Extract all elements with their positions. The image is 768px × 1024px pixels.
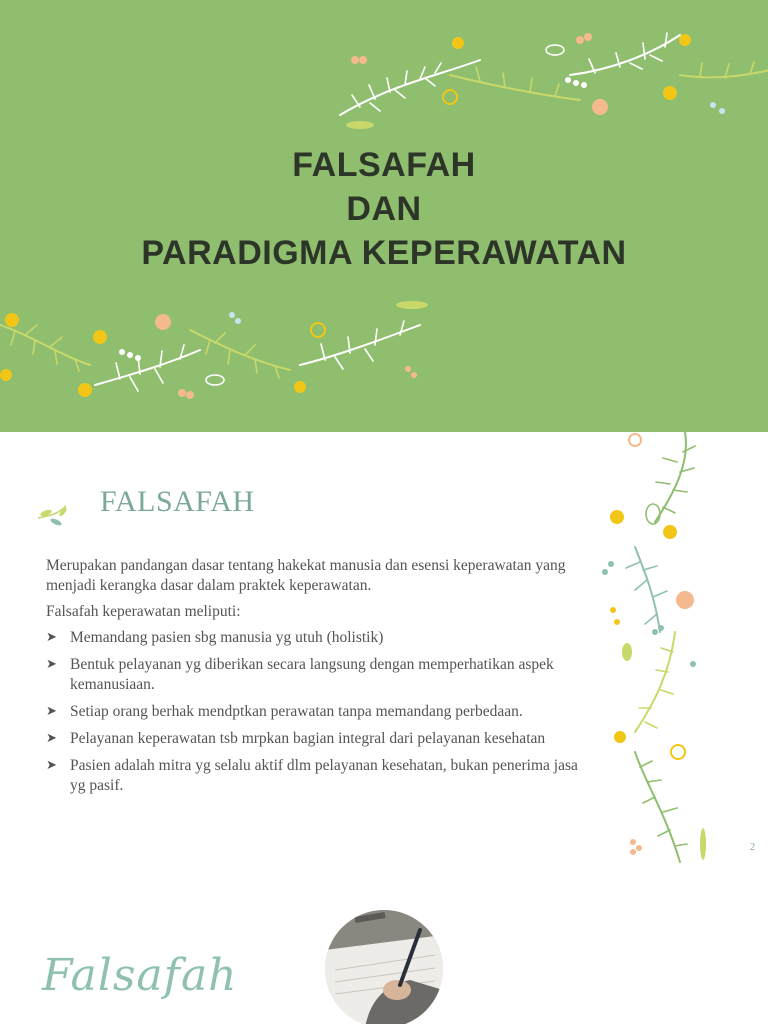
title-slide bbox=[0, 0, 768, 432]
section-heading: FALSAFAH bbox=[100, 485, 255, 518]
bullet-arrow-icon: ➤ bbox=[46, 657, 57, 672]
content-slide bbox=[0, 432, 768, 866]
floral-garland-bottom bbox=[0, 295, 440, 420]
list-item: ➤ Pelayanan keperawatan tsb mrpkan bagian integral dari pelayanan kesehatan bbox=[46, 730, 546, 747]
bullet-arrow-icon: ➤ bbox=[46, 731, 57, 746]
bullet-list bbox=[46, 628, 596, 796]
title-line-2: DAN bbox=[346, 190, 422, 228]
page-number: 2 bbox=[750, 842, 755, 853]
title-line-3: PARADIGMA KEPERAWATAN bbox=[141, 234, 627, 272]
title-line-1: FALSAFAH bbox=[292, 146, 476, 184]
body-text bbox=[46, 556, 596, 803]
floral-garland-top bbox=[330, 15, 768, 135]
script-title: Falsafah bbox=[42, 950, 238, 1001]
bullet-arrow-icon: ➤ bbox=[46, 758, 57, 773]
list-item: ➤ Setiap orang berhak mendptkan perawatan tanpa memandang perbedaan. bbox=[46, 703, 523, 720]
section-slide bbox=[0, 866, 768, 1024]
list-item: ➤ Pasien adalah mitra yg selalu aktif dlm pelayanan kesehatan, bukan penerima jasa yg pasif. bbox=[46, 757, 578, 794]
list-item: ➤ Memandang pasien sbg manusia yg utuh (holistik) bbox=[46, 629, 384, 646]
floral-vine-right bbox=[595, 432, 725, 866]
slide-title bbox=[0, 143, 768, 275]
intro-paragraph: Merupakan pandangan dasar tentang hakekat manusia dan esensi keperawatan yang menjadi kerangka dasar dalam praktek keperawatan. bbox=[46, 557, 566, 594]
sprig-icon bbox=[36, 502, 70, 530]
bullet-arrow-icon: ➤ bbox=[46, 630, 57, 645]
list-item: ➤ Bentuk pelayanan yg diberikan secara langsung dengan memperhatikan aspek kemanusiaan. bbox=[46, 656, 554, 693]
bullet-arrow-icon: ➤ bbox=[46, 704, 57, 719]
writing-hand-photo bbox=[325, 910, 443, 1024]
list-intro: Falsafah keperawatan meliputi: bbox=[46, 603, 241, 620]
